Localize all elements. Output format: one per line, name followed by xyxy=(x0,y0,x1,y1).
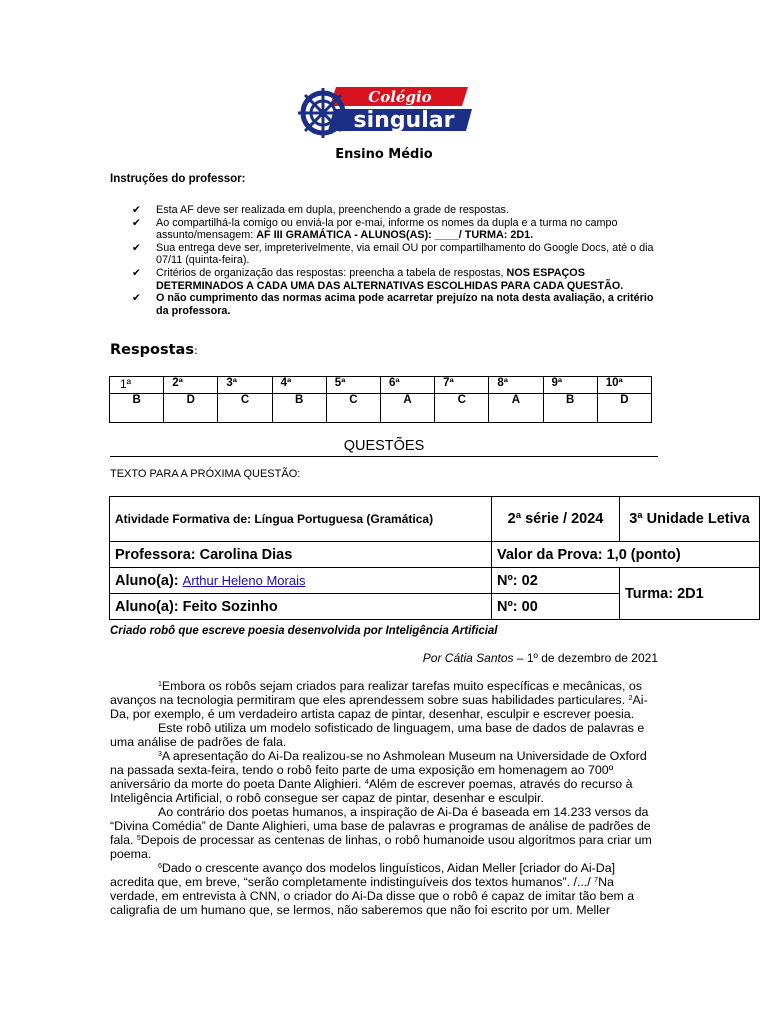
question-header: 3ª xyxy=(218,377,272,394)
question-header: 6ª xyxy=(380,377,434,394)
instructions-list xyxy=(110,204,655,317)
serie-cell: 2ª série / 2024 xyxy=(492,497,620,542)
answer-cell[interactable]: C xyxy=(326,394,380,423)
checkmark-icon: ✔ xyxy=(132,204,141,216)
answer-cell[interactable]: B xyxy=(110,394,164,423)
answer-cell[interactable]: A xyxy=(380,394,434,423)
answer-cell[interactable]: C xyxy=(218,394,272,423)
question-header: 1ª xyxy=(110,377,164,394)
activity-cell: Atividade Formativa de: Língua Portuguesa (Gramática) xyxy=(110,497,492,542)
checkmark-icon: ✔ xyxy=(132,216,141,229)
school-logo xyxy=(296,84,474,142)
question-header: 8ª xyxy=(489,377,543,394)
question-header: 7ª xyxy=(435,377,489,394)
checkmark-icon: ✔ xyxy=(132,292,141,305)
unidade-cell: 3ª Unidade Letiva xyxy=(620,497,760,542)
checkmark-icon: ✔ xyxy=(132,241,141,254)
svg-text:singular: singular xyxy=(353,108,455,133)
answer-cell[interactable]: C xyxy=(435,394,489,423)
paragraph: Ao contrário dos poetas humanos, a inspiração de Ai-Da é baseada em 14.233 versos da “Divina Comédia” de Dante Alighieri, uma base de palavras e programas de análise de padrões de fala. $^5$Depois de processar as centenas de linhas, o robô humanoide usou algoritmos para criar um poema. xyxy=(110,805,652,861)
answer-cell[interactable]: D xyxy=(164,394,218,423)
question-header: 2ª xyxy=(164,377,218,394)
text-label: TEXTO PARA A PRÓXIMA QUESTÃO: xyxy=(110,468,301,480)
paragraph: $^1$Embora os robôs sejam criados para realizar tarefas muito específicas e mecânicas, os avanços na tecnologia permitiram que eles aprendessem sobre suas habilidades particulares. $^2$Ai-Da, por exemplo, é um verdadeiro artista capaz de pintar, desenhar, esculpir e escrever poesia. xyxy=(110,679,648,721)
instruction-item: ✔ Critérios de organização das respostas: preencha a tabela de respostas, NOS ESPAÇOS DETERMINADOS A CADA UMA DAS ALTERNATIVAS ESCOLHIDAS PARA CADA QUESTÃO. xyxy=(132,266,624,292)
ship-wheel-icon xyxy=(298,88,348,138)
divider xyxy=(110,456,658,457)
turma-cell: Turma: 2D1 xyxy=(620,568,760,620)
paragraph: $^3$A apresentação do Ai-Da realizou-se no Ashmolean Museum na Universidade de Oxford na passada sexta-feira, tendo o robô feito parte de uma exposição em homenagem ao 700º aniversário da morte do poeta Dante Alighieri. $^4$Além de escrever poemas, através do recurso à Inteligência Artificial, o robô consegue ser capaz de pintar, desenhar e esculpir. xyxy=(110,749,647,805)
info-table xyxy=(109,496,760,620)
answer-cell[interactable]: B xyxy=(543,394,597,423)
answer-cell[interactable]: D xyxy=(597,394,651,423)
numero2-cell: Nº: 00 xyxy=(492,594,620,620)
question-header: 4ª xyxy=(272,377,326,394)
questions-title: QUESTÕES xyxy=(343,438,425,454)
article-headline: Criado robô que escreve poesia desenvolvida por Inteligência Artificial xyxy=(110,625,498,637)
answer-cell[interactable]: B xyxy=(272,394,326,423)
page-subtitle: Ensino Médio xyxy=(335,147,433,162)
paragraph: Este robô utiliza um modelo sofisticado de linguagem, uma base de dados de palavras e uma análise de padrões de fala. xyxy=(110,721,645,749)
instructions-title: Instruções do professor: xyxy=(110,173,246,185)
answer-cell[interactable]: A xyxy=(489,394,543,423)
valor-cell: Valor da Prova: 1,0 (ponto) xyxy=(492,542,760,568)
numero1-cell: Nº: 02 xyxy=(492,568,620,594)
svg-text:Colégio: Colégio xyxy=(368,88,432,106)
question-header: 9ª xyxy=(543,377,597,394)
professora-cell: Professora: Carolina Dias xyxy=(110,542,492,568)
checkmark-icon: ✔ xyxy=(132,266,141,279)
question-header: 10ª xyxy=(597,377,651,394)
aluno1-link[interactable]: Arthur Heleno Morais xyxy=(182,572,306,588)
instruction-item: ✔ Sua entrega deve ser, impreterivelmente, via email OU por compartilhamento do Google Docs, até o dia 07/11 (quinta-feira). xyxy=(132,241,654,267)
aluno1-cell: Aluno(a): Arthur Heleno Morais xyxy=(110,568,492,594)
instruction-item: ✔ Esta AF deve ser realizada em dupla, preenchendo a grade de respostas. xyxy=(132,204,509,216)
question-header: 5ª xyxy=(326,377,380,394)
instruction-item: ✔ Ao compartilhá-la comigo ou enviá-la por e-mai, informe os nomes da dupla e a turma no campo assunto/mensagem: AF III GRAMÁTICA - ALUNOS(AS): ____/ TURMA: 2D1. xyxy=(132,216,618,242)
article-byline: Por Cátia Santos – 1º de dezembro de 2021 xyxy=(422,651,658,665)
aluno2-cell: Aluno(a): Feito Sozinho xyxy=(110,594,492,620)
instruction-item: ✔ O não cumprimento das normas acima pode acarretar prejuízo na nota desta avaliação, a critério da professora. xyxy=(132,292,654,317)
answers-table xyxy=(109,376,652,423)
article-body xyxy=(110,679,658,917)
paragraph: $^6$Dado o crescente avanço dos modelos linguísticos, Aidan Meller [criador do Ai-Da] acredita que, em breve, “serão completamente indistinguíveis dos textos humanos”. /.../ $^7$Na verdade, em entrevista à CNN, o criador do Ai-Da disse que o robô é capaz de imitar tão bem a caligrafia de um humano que, se lermos, não saberemos que não foi escrito por um. Meller xyxy=(110,861,635,917)
responses-title: Respostas: xyxy=(110,342,198,358)
